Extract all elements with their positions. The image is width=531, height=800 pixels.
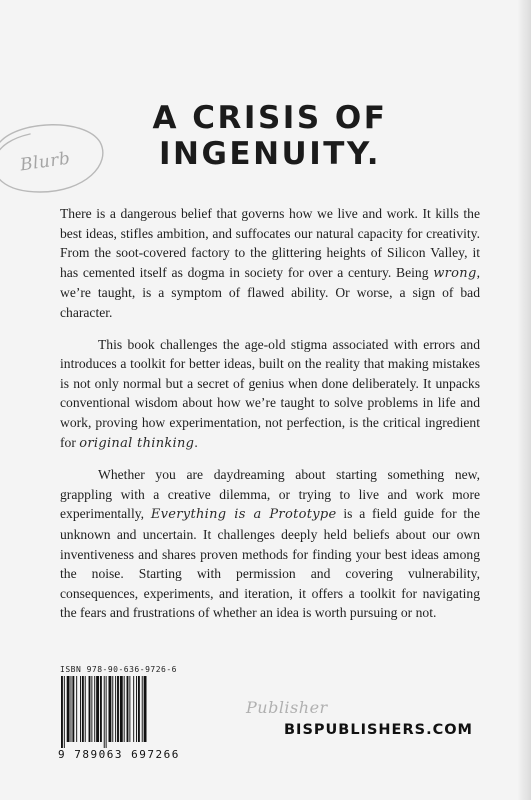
barcode-bar [104, 676, 105, 748]
barcode-bar [133, 676, 134, 742]
handwritten-word-wrong: wrong [433, 265, 477, 281]
barcode-bar [115, 676, 116, 742]
barcode-bar [120, 676, 123, 742]
page-edge-shadow [517, 0, 531, 800]
barcode-bar [106, 676, 107, 748]
barcode-bar [64, 676, 65, 748]
barcode-bar [129, 676, 130, 742]
barcode-bar [112, 676, 113, 742]
barcode-bar [71, 676, 72, 742]
paragraph-3-text-a: Whether you are daydreaming about starting something new, grappling with a creative dilemma, or trying to live and work more experimentally, [60, 467, 480, 522]
barcode-bar [89, 676, 91, 742]
barcode-bar [67, 676, 70, 742]
barcode-bar [80, 676, 81, 742]
handwritten-book-title: Everything is a Prototype [150, 507, 337, 523]
isbn-label: ISBN 978-90-636-9726-6 [60, 665, 177, 674]
barcode-bar [94, 676, 95, 742]
title-line-2: INGENUITY. [159, 136, 381, 172]
barcode-bar [127, 676, 129, 742]
barcode-bar [100, 676, 102, 742]
paragraph-2 [60, 335, 480, 454]
publisher-website: BISPUBLISHERS.COM [284, 722, 473, 738]
paragraph-3-text-b: is a field guide for the unknown and uncertain. It challenges deeply held beliefs about our own inventiveness and shares proven methods for finding your best ideas among the noise. Starting with permission and covering vulnerability, consequences, experiments, and iteration, it offers a toolkit for navigating the fears and frustrations of whether an idea is worth pursuing or not. [60, 506, 481, 621]
paragraph-1-text-a: There is a dangerous belief that governs how we live and work. It kills the best ideas, stifles ambition, and suffocates our natural capacity for creativity. From the soot-covered factory to the glittering heights of Silicon Valley, it has cemented itself as dogma in society for over a century. Being [60, 206, 480, 280]
barcode-bar [85, 676, 86, 742]
barcode-bar [91, 676, 92, 742]
title-line-1: A CRISIS OF [152, 100, 388, 136]
barcode-bar [124, 676, 125, 742]
paragraph-3 [60, 465, 480, 623]
barcode-bar [136, 676, 137, 742]
handwritten-original-thinking: original thinking [79, 435, 195, 451]
barcode-bar [72, 676, 74, 742]
publisher-annotation: Publisher [246, 698, 328, 717]
barcode-bar [82, 676, 84, 742]
paragraph-1-text-b: , we’re taught, is a symptom of flawed ability. Or worse, a sign of bad character. [60, 264, 480, 320]
barcode-bar [142, 676, 143, 742]
blurb-annotation: Blurb [18, 148, 72, 176]
barcode-number: 9 789063 697266 [58, 748, 180, 761]
barcode-bar [76, 676, 77, 742]
blurb-body [60, 204, 480, 635]
paragraph-1 [60, 204, 480, 323]
barcode-bar [117, 676, 119, 742]
barcode-bar [96, 676, 99, 742]
barcode-bar [109, 676, 112, 742]
barcode-bar [61, 676, 63, 748]
barcode-bar [144, 676, 147, 742]
paragraph-2-text-a: This book challenges the age-old stigma associated with errors and introduces a toolkit for better ideas, built on the reality that making mistakes is not only normal but a secret of genius when done deliberately. It unpacks conventional wisdom about how we’re taught to solve problems in life and work, proving how experimentation, not perfection, is the critical ingredient for [60, 336, 480, 450]
page-title [100, 100, 440, 172]
paragraph-2-text-b: . [194, 434, 198, 450]
barcode-bar [138, 676, 140, 742]
barcode [60, 676, 175, 748]
